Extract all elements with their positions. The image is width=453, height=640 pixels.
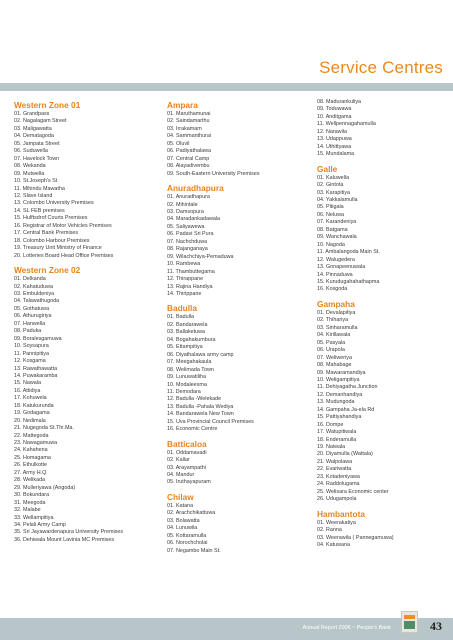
zone-title: Badulla <box>167 303 197 314</box>
service-centre-item: 16. Kosgoda <box>317 286 348 293</box>
zone-section <box>317 509 451 550</box>
service-centre-item: 11. Mihindu Mawatha <box>14 185 65 192</box>
service-centre-item: 17. Central Bank Premises <box>14 230 79 237</box>
service-centre-item: 18. Katukurunda <box>14 402 54 409</box>
service-centre-item: 05. Kottaramulla <box>167 532 207 539</box>
service-centre-item: 31. Meegoda <box>14 499 46 506</box>
service-centre-item: 05. Jampata Street <box>14 140 60 147</box>
service-centre-item: 08. Batgama <box>317 226 348 233</box>
zone-title: Galle <box>317 163 338 174</box>
zone-section <box>167 303 313 433</box>
service-centre-item: 07. Central Camp <box>167 155 210 162</box>
service-centre-item: 08. Paduka <box>14 328 42 335</box>
service-centre-item: 16. Attidiya <box>14 387 41 394</box>
service-centre-item: 22. Evariwatta <box>317 466 352 473</box>
service-centre-item: 05. Ettampitiya <box>167 344 203 351</box>
service-centre-item: 07. Meegahakaula <box>167 359 212 366</box>
zone-section <box>317 164 451 294</box>
service-centre-item: 12. Kosgama <box>14 358 46 365</box>
service-centre-item: 11. Ambalangoda Main St. <box>317 249 380 256</box>
service-centre-item: 09. Mawaramandiya <box>317 369 366 376</box>
service-centre-item: 15. Mundalama <box>317 151 355 158</box>
zone-section <box>167 183 313 298</box>
service-centre-item: 14. SL FEB premises <box>14 207 65 214</box>
service-centre-item: 11. Dehiyagatha Junction <box>317 384 378 391</box>
service-centre-item: 20. Nedimala <box>14 417 46 424</box>
service-centre-item: 07. Nachchduwa <box>167 238 208 245</box>
service-centre-item: 04. Kirillawala <box>317 332 351 339</box>
service-centre-list <box>167 314 313 433</box>
zone-title: Ampara <box>167 100 198 110</box>
service-centre-item: 27. Army H.Q <box>14 469 47 476</box>
service-centre-item: 02. Arachchikattuwa <box>167 510 216 517</box>
zone-title: Batticaloa <box>167 438 207 449</box>
service-centre-item: 14. Gampaha Ja-ela Rd <box>317 406 375 413</box>
service-centre-item: 02. Kahatuduwa <box>14 283 53 290</box>
service-centre-item: 12. Narawila <box>317 128 347 135</box>
service-centre-item: 01. Weerakatiya <box>317 519 356 526</box>
service-centre-item: 25. Welisara Economic center <box>317 488 389 495</box>
service-centre-item: 09. Wanchawala <box>317 234 357 241</box>
service-centre-item: 16. Dompe <box>317 421 344 428</box>
service-centre-item: 03. Damsopura <box>167 208 204 215</box>
service-centre-item: 03. Sinharamulla <box>317 324 358 331</box>
service-centre-item: 09. Toduwawa <box>317 106 352 113</box>
service-centre-item: 13. Udappuwa <box>317 136 352 143</box>
zone-title: Anuradhapura <box>167 183 224 194</box>
service-centre-item: 14. Puwakaramba <box>14 372 58 379</box>
page-number: 43 <box>430 619 442 633</box>
service-centre-item: 04. Mandur <box>167 472 195 479</box>
service-centre-item: 02. Mihintale <box>167 201 198 208</box>
service-centre-item: 09. South-Eastern University Premises <box>167 170 260 177</box>
service-centre-item: 23. Nawagamuwa <box>14 440 58 447</box>
service-centre-item: 35. Sri Jayawardenapura University Premises <box>14 529 124 536</box>
service-centre-item: 06. Padiyathalawa <box>167 148 212 155</box>
service-centre-item: 24. Raddolugama <box>317 481 360 488</box>
service-centre-item: 33. Wellampitiya <box>14 514 54 521</box>
service-centre-item: 21. Walpolawa <box>317 458 353 465</box>
service-centre-item: 20. Lotteries Board Head Office Premises <box>14 252 114 259</box>
service-centre-item: 08. Madurankuliya <box>317 99 362 105</box>
service-centre-list <box>317 520 451 550</box>
service-centre-item: 28. Welikada <box>14 477 46 484</box>
service-centre-item: 26. Ethulkotte <box>14 462 47 469</box>
service-centre-item: 19. Naiwala <box>317 444 346 451</box>
service-centre-item: 01. Katana <box>167 502 194 509</box>
zone-section <box>14 265 160 544</box>
service-centre-item: 07. Negambo Main St. <box>167 547 221 554</box>
service-centre-item: 29. Mulleriyawa (Angoda) <box>14 484 76 491</box>
service-centre-item: 15. Uva Provincial Council Premises <box>167 418 254 425</box>
service-centre-item: 13. Gonapeenuwala <box>317 264 366 271</box>
report-cover-thumbnail <box>401 611 418 633</box>
service-centre-list <box>14 276 160 544</box>
service-centre-item: 04. Yakkalamulla <box>317 196 358 203</box>
zone-section <box>167 439 313 487</box>
service-centre-item: 32. Malabe <box>14 507 41 514</box>
service-centre-item: 05. Pitigala <box>317 204 344 211</box>
service-centre-item: 14. Pinnaduwa <box>317 271 353 278</box>
service-centre-item: 10. Anditgama <box>317 113 352 120</box>
service-centre-item: 01. Maruthamunai <box>167 111 211 117</box>
service-centre-item: 10. St.Joseph's St <box>14 178 58 185</box>
service-centre-item: 01. Kaluwella <box>317 174 350 181</box>
service-centre-item: 09. Mutwella <box>14 170 45 177</box>
service-centre-item: 06. Suduwella <box>14 148 48 155</box>
service-centre-item: 25. Homagama <box>14 454 51 461</box>
service-centre-item: 01. Grandpass <box>14 111 50 117</box>
thumbnail-green-block <box>404 621 415 629</box>
service-centre-item: 12. Demanhandiya <box>317 391 363 398</box>
service-centre-item: 02. Bandarawela <box>167 321 208 328</box>
service-centre-item: 15. Hulftsdrof Courts Premises <box>14 215 88 222</box>
service-centre-list <box>167 111 313 178</box>
service-centre-item: 02. Gintota <box>317 182 344 189</box>
column-3 <box>317 99 451 554</box>
service-centre-list <box>167 450 313 487</box>
service-centre-item: 03. Karapitiya <box>317 189 350 196</box>
service-centre-item: 07. Havelock Town <box>14 155 60 162</box>
service-centre-item: 08. Alayadivembu <box>167 163 210 170</box>
service-centre-item: 07. Weliweriya <box>317 354 352 361</box>
column-1 <box>14 99 160 549</box>
service-centre-item: 03. Maligawatta <box>14 125 52 132</box>
service-centre-item: 06. Diyathalawa army camp <box>167 351 234 358</box>
service-centre-item: 04. Maradankadawala <box>167 216 221 223</box>
service-centre-item: 36. Dehiwala Mount Lavinia MC Premises <box>14 536 115 543</box>
service-centre-item: 20. Diyamulla (Wattala) <box>317 451 373 458</box>
service-centre-item: 10. Soysapura <box>14 343 49 350</box>
service-centre-item: 16. Registrar of Motor Vehicles Premises <box>14 222 112 229</box>
service-centre-item: 17. Watupitiwala <box>317 429 357 436</box>
service-centre-list <box>317 310 451 504</box>
service-centre-item: 02. Saindamarthu <box>167 118 210 125</box>
service-centre-item: 14. Uthittyawa <box>317 143 352 150</box>
service-centre-item: 09. Lunuwatiliha <box>167 374 206 381</box>
service-centre-list <box>167 503 313 555</box>
service-centre-item: 01. Badulla <box>167 314 194 321</box>
service-centre-item: 05. Iruthayapuram <box>167 479 211 486</box>
service-centre-item: 15. Kurudugahahathapma <box>317 278 380 285</box>
service-centre-item: 05. Oluvil <box>167 140 190 147</box>
service-centre-item: 06. Padavi Sri Pura <box>167 231 214 238</box>
service-centre-item: 04. Dematagoda <box>14 133 54 140</box>
service-centre-item: 01. Oddamavadi <box>167 449 207 456</box>
service-centre-item: 03. Ballaketuwa <box>167 329 206 336</box>
service-centre-item: 03. Irrakamam <box>167 125 202 132</box>
service-centre-item: 07. Karandeniya <box>317 219 357 226</box>
service-centre-item: 07. Hanwella <box>14 320 46 327</box>
service-centre-item: 03. Embuldeniya <box>14 290 55 297</box>
service-centre-item: 01. Delkanda <box>14 276 46 283</box>
page-title: Service Centres <box>319 58 443 77</box>
service-centre-item: 24. Kahahena <box>14 447 48 454</box>
service-centre-item: 13. Mudungoda <box>317 399 355 406</box>
zone-section <box>14 100 160 260</box>
service-centre-item: 19. Treasury Unit Ministry of Finance <box>14 245 102 252</box>
service-centre-item: 23. Kotadeniyawa <box>317 473 360 480</box>
service-centre-item: 10. Modaleesma <box>167 381 207 388</box>
zone-section <box>317 299 451 504</box>
zone-title: Western Zone 01 <box>14 100 81 110</box>
service-centre-item: 18. Colombo Harbour Premises <box>14 237 90 244</box>
service-centre-item: 04. Bogahakumbura <box>167 336 216 343</box>
service-centre-item: 30. Bokundara <box>14 492 50 499</box>
service-centre-item: 02. Nagalagam Street <box>14 118 67 125</box>
service-centre-list <box>317 99 451 159</box>
zone-title: Gampaha <box>317 298 355 309</box>
zone-title: Hambantota <box>317 508 365 519</box>
zone-section <box>167 492 313 555</box>
zone-section <box>317 99 451 159</box>
service-centre-item: 11. Demodara <box>167 388 201 395</box>
service-centre-item: 12. Slave Island <box>14 192 53 199</box>
zone-title: Western Zone 02 <box>14 265 81 276</box>
service-centre-item: 19. Godagama <box>14 410 50 417</box>
service-centre-item: 18. Enderamulla <box>317 436 357 443</box>
service-centre-item: 14. Bandarawela New Town <box>167 411 234 418</box>
service-centre-item: 13. Rawathawatta <box>14 365 58 372</box>
service-centre-item: 21. Nugegoda St.Thi.Ma. <box>14 425 74 432</box>
service-centre-item: 09. Wilachchiya-Pemaduwa <box>167 253 234 260</box>
service-centre-item: 14. Thirippane <box>167 290 202 297</box>
service-centre-list <box>167 194 313 298</box>
service-centre-item: 08. Rajanganaya <box>167 246 208 253</box>
service-centre-item: 08. Welimada Town <box>167 366 214 373</box>
service-centre-item: 15. Nawala <box>14 380 41 387</box>
service-centre-item: 10. Rambewa <box>167 261 201 268</box>
service-centre-item: 13. Badulla -Pahala Wediya <box>167 403 234 410</box>
column-2 <box>167 99 313 560</box>
service-centre-item: 04. Lunuwila <box>167 525 198 532</box>
service-centre-item: 12. Badulla -Welekade <box>167 396 222 403</box>
service-centre-item: 04. Talawathugoda <box>14 298 60 305</box>
footer-report-label: Annual Report 2006 ~ People's Bank <box>302 625 391 631</box>
service-centre-item: 03. Weerawila ( Pannegamuwa) <box>317 534 394 541</box>
service-centre-item: 06. Urapola <box>317 347 345 354</box>
service-centre-item: 22. Mattegoda <box>14 432 49 439</box>
service-centre-list <box>14 111 160 260</box>
header-band <box>0 83 453 91</box>
service-centre-item: 04. Katuwana <box>317 542 350 549</box>
service-centre-item: 09. Boralesgamuwa <box>14 335 62 342</box>
service-centre-item: 01. Devalapitiya <box>317 309 356 316</box>
service-centre-item: 26. Udugampola <box>317 496 357 503</box>
service-centre-item: 08. Mahabage <box>317 362 352 369</box>
service-centre-item: 02. Thihariya <box>317 317 349 324</box>
service-centre-item: 11. Thambuttegama <box>167 268 215 275</box>
service-centre-item: 03. Arayampathi <box>167 464 206 471</box>
service-centre-item: 12. Walugedera <box>317 256 355 263</box>
service-centre-item: 05. Gothatuwa <box>14 305 50 312</box>
service-centre-item: 13. Rajina Handiya <box>167 283 213 290</box>
zone-section <box>167 100 313 178</box>
service-centre-item: 06. Norochcholai <box>167 540 208 547</box>
service-centre-item: 17. Kohuwela <box>14 395 47 402</box>
zone-title: Chilaw <box>167 491 194 502</box>
service-centre-item: 10. Weligampitiya <box>317 376 360 383</box>
service-centre-item: 11. Wellpennagahamulla <box>317 121 376 128</box>
service-centre-item: 04. Sammanthurai <box>167 133 212 140</box>
service-centre-item: 16. Economic Centre <box>167 426 218 433</box>
service-centre-item: 12. Thirappane <box>167 276 204 283</box>
service-centre-item: 11. Pannipitiya <box>14 350 49 357</box>
service-centre-list <box>317 175 451 294</box>
service-centre-item: 10. Nagoda <box>317 241 345 248</box>
service-centre-item: 08. Wekanda <box>14 163 46 170</box>
service-centre-item: 15. Pattiyahandiya <box>317 414 362 421</box>
service-centre-item: 34. Pelali Army Camp <box>14 522 66 529</box>
service-centre-item: 02. Ranna <box>317 527 342 534</box>
service-centre-item: 06. Athurugiriya <box>14 313 52 320</box>
service-centre-item: 13. Colombo University Premises <box>14 200 94 207</box>
thumbnail-orange-band <box>404 615 415 619</box>
service-centre-item: 05. Pasyala <box>317 339 346 346</box>
service-centre-item: 01. Anuradhapura <box>167 194 210 201</box>
service-centre-item: 03. Bolawatta <box>167 517 200 524</box>
service-centre-item: 05. Saliyawewa <box>167 223 205 230</box>
service-centre-item: 02. Kallar <box>167 457 190 464</box>
service-centre-item: 06. Neluwa <box>317 211 344 218</box>
